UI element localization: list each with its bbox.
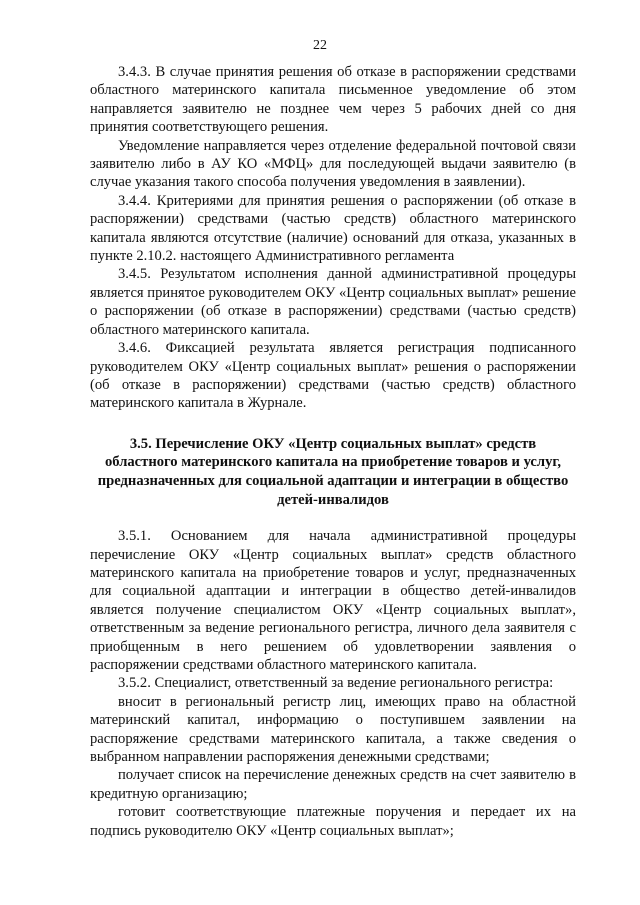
- paragraph-3-4-4: 3.4.4. Критериями для принятия решения о распоряжении (об отказе в распоряжении) средствами (частью средств) областного материнского капитала являются отсутствие (наличие) оснований для отказа, указанных в пункте 2.10.2. настоящего Административного регламента: [90, 192, 576, 265]
- paragraph-3-4-3: 3.4.3. В случае принятия решения об отказе в распоряжении средствами областного материнского капитала письменное уведомление об этом направляется заявителю не позднее чем через 5 рабочих дней со дня принятия соответствующего решения.: [90, 64, 576, 136]
- paragraph-3-5-1: 3.5.1. Основанием для начала административной процедуры перечисление ОКУ «Центр социальных выплат» средств областного материнского капитала на приобретение товаров и услуг, предназначенных для социальной адаптации и интеграции в общество детей-инвалидов является получение специалистом ОКУ «Центр социальных выплат», ответственным за ведение регионального регистра, личного дела заявителя с приобщенным в него решением об удовлетворении заявления о распоряжении средствами областного материнского капитала.: [90, 528, 576, 673]
- document-body: [90, 63, 576, 840]
- page-number: 22: [313, 38, 327, 53]
- list-item-payment-orders: готовит соответствующие платежные поручения и передает их на подпись руководителю ОКУ «Центр социальных выплат»;: [90, 804, 576, 839]
- paragraph-3-4-6: 3.4.6. Фиксацией результата является регистрация подписанного руководителем ОКУ «Центр социальных выплат» решения о распоряжении (об отказе в распоряжении) средствами (частью средств) областного материнского капитала в Журнале.: [90, 340, 576, 412]
- paragraph-3-4-5: 3.4.5. Результатом исполнения данной административной процедуры является принятое руководителем ОКУ «Центр социальных выплат» решение о распоряжении (об отказе в распоряжении) средствами (частью средств) областного материнского капитала.: [90, 266, 576, 338]
- list-item-register-entry: вносит в региональный регистр лиц, имеющих право на областной материнский капитал, информацию о поступившем заявлении на распоряжение средствами материнского капитала, а также сведения о выбранном направлении распоряжения денежными средствами;: [90, 693, 576, 765]
- section-heading-3-5: 3.5. Перечисление ОКУ «Центр социальных выплат» средств областного материнского капитала на приобретение товаров и услуг, предназначенных для социальной адаптации и интеграции в общество детей-инвалидов: [97, 435, 569, 508]
- paragraph-3-5-2: 3.5.2. Специалист, ответственный за ведение регионального регистра:: [118, 675, 554, 692]
- list-item-payment-list: получает список на перечисление денежных средств на счет заявителю в кредитную организацию;: [90, 767, 576, 802]
- paragraph-notification: Уведомление направляется через отделение федеральной почтовой связи заявителю либо в АУ КО «МФЦ» для последующей выдачи заявителю (в случае указания такого способа получения уведомления в заявлении).: [90, 137, 576, 191]
